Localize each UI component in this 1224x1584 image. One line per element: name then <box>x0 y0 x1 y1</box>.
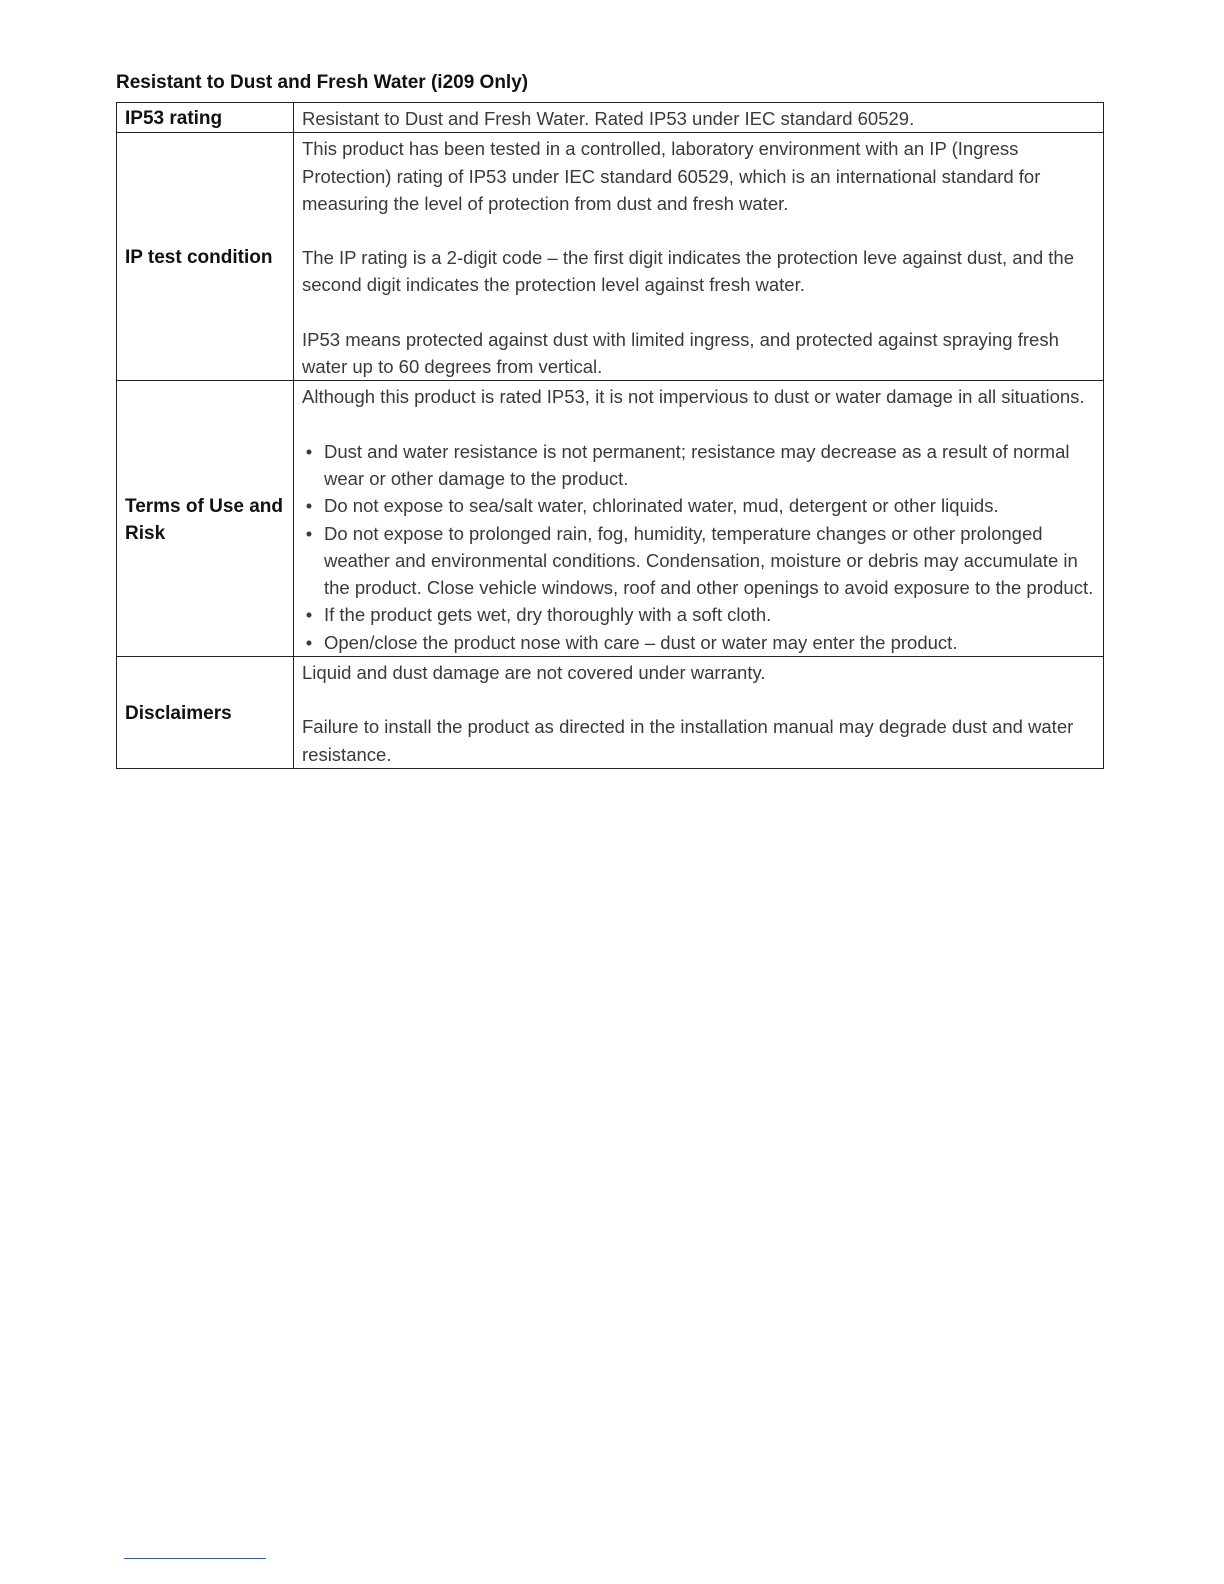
test-condition-paragraph-3: IP53 means protected against dust with limited ingress, and protected against spraying fresh water up to 60 degrees from vertical. <box>302 328 1059 378</box>
row-label-terms: Terms of Use and Risk <box>117 381 294 657</box>
document-page <box>116 70 1104 769</box>
terms-intro: Although this product is rated IP53, it is not impervious to dust or water damage in all situations. <box>302 386 1085 408</box>
disclaimers-paragraph-2: Failure to install the product as directed in the installation manual may degrade dust and water resistance. <box>302 716 1074 765</box>
list-item <box>305 520 1095 602</box>
ip-rating-table <box>116 102 1104 769</box>
bullet-icon: • <box>305 631 313 653</box>
row-label-disclaimers: Disclaimers <box>117 657 294 769</box>
list-item-text: Open/close the product nose with care – dust or water may enter the product. <box>324 631 958 653</box>
list-item <box>305 492 1095 519</box>
table-row-rating <box>117 103 1104 133</box>
list-item-text: Do not expose to sea/salt water, chlorinated water, mud, detergent or other liquids. <box>324 495 999 517</box>
bullet-icon: • <box>305 495 313 517</box>
row-value-rating <box>294 103 1104 133</box>
disclaimers-paragraph-1: Liquid and dust damage are not covered under warranty. <box>302 662 766 684</box>
row-label-rating: IP53 rating <box>117 103 294 133</box>
test-condition-paragraph-1: This product has been tested in a controlled, laboratory environment with an IP (Ingress Protection) rating of IP53 under IEC standard 60529, which is an international standard for measuring the level of protection from dust and fresh water. <box>302 138 1041 214</box>
footnote-divider <box>124 1558 266 1559</box>
list-item <box>305 601 1095 628</box>
table-row-test-condition <box>117 133 1104 381</box>
row-value-test-condition <box>294 133 1104 381</box>
row-label-test-condition: IP test condition <box>117 133 294 381</box>
row-value-disclaimers <box>294 657 1104 769</box>
rating-text: Resistant to Dust and Fresh Water. Rated IP53 under IEC standard 60529. <box>302 108 915 129</box>
list-item-text: If the product gets wet, dry thoroughly with a soft cloth. <box>324 604 772 626</box>
list-item <box>305 629 1095 656</box>
list-item-text: Dust and water resistance is not permanent; resistance may decrease as a result of normal wear or other damage to the product. <box>324 440 1070 489</box>
table-row-disclaimers <box>117 657 1104 769</box>
bullet-icon: • <box>305 604 313 626</box>
table-row-terms <box>117 381 1104 657</box>
bullet-icon: • <box>305 440 313 462</box>
terms-bullet-list <box>302 438 1095 656</box>
row-value-terms <box>294 381 1104 657</box>
list-item <box>305 438 1095 493</box>
test-condition-paragraph-2: The IP rating is a 2-digit code – the first digit indicates the protection leve against dust, and the second digit indicates the protection level against fresh water. <box>302 247 1074 296</box>
section-title: Resistant to Dust and Fresh Water (i209 Only) <box>116 72 529 93</box>
list-item-text: Do not expose to prolonged rain, fog, humidity, temperature changes or other prolonged weather and environmental conditions. Condensation, moisture or debris may accumulate in the product. Close vehicle windows, roof and other openings to avoid exposure to the product. <box>324 522 1094 599</box>
bullet-icon: • <box>305 522 313 544</box>
